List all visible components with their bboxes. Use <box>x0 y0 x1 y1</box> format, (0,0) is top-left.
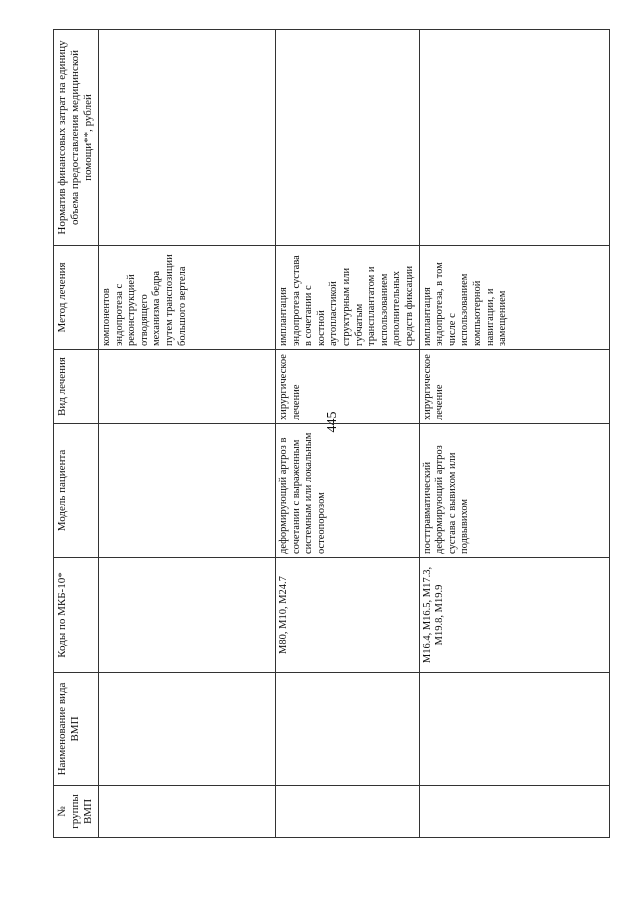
header-cost-norm: Норматив финансовых затрат на единицу объема предоставления медицинской помощи**, рублей <box>54 30 99 246</box>
cell-patient-model: деформирующий артроз в сочетании с выраженным системным или локальным остеопорозом <box>276 424 420 558</box>
header-vmp-name: Наименование вида ВМП <box>54 673 99 786</box>
header-group-no: № группы ВМП <box>54 786 99 838</box>
vmp-table <box>53 29 610 838</box>
cell-vmp-name <box>419 673 609 786</box>
cell-mkb-codes: M80, M10, M24.7 <box>276 558 420 673</box>
cell-treatment-method: компонентов эндопротеза с реконструкцией отводящего механизма бедра путем транспозиции большого вертела <box>99 246 276 350</box>
cell-patient-model <box>99 424 276 558</box>
cell-cost-norm <box>419 30 609 246</box>
cell-vmp-name <box>99 673 276 786</box>
cell-vmp-name <box>276 673 420 786</box>
cell-group-no <box>276 786 420 838</box>
header-mkb-codes: Коды по МКБ-10* <box>54 558 99 673</box>
table-row <box>99 30 276 838</box>
cell-group-no <box>99 786 276 838</box>
header-treatment-type: Вид лечения <box>54 350 99 424</box>
cell-group-no <box>419 786 609 838</box>
rotated-table-container <box>53 30 550 838</box>
cell-treatment-method: имплантация эндопротеза сустава в сочетании с костной аутопластикой структурным или губчатым трансплантатом и использованием дополнительных средств фиксации <box>276 246 420 350</box>
vmp-table-frame <box>53 30 550 838</box>
header-treatment-method: Метод лечения <box>54 246 99 350</box>
page-number: 445 <box>325 411 340 433</box>
cell-cost-norm <box>276 30 420 246</box>
table-row <box>419 30 609 838</box>
cell-treatment-method: имплантация эндопротеза, в том числе с использованием компьютерной навигации, и замещением <box>419 246 609 350</box>
cell-treatment-type: хирургическое лечение <box>276 350 420 424</box>
table-header-row <box>54 30 99 838</box>
table-row <box>276 30 420 838</box>
cell-mkb-codes: M16.4, M16.5, M17.3, M19.8, M19.9 <box>419 558 609 673</box>
cell-cost-norm <box>99 30 276 246</box>
cell-treatment-type <box>99 350 276 424</box>
cell-treatment-type: хирургическое лечение <box>419 350 609 424</box>
cell-mkb-codes <box>99 558 276 673</box>
header-patient-model: Модель пациента <box>54 424 99 558</box>
cell-patient-model: посттравматический деформирующий артроз сустава с вывихом или подвывихом <box>419 424 609 558</box>
